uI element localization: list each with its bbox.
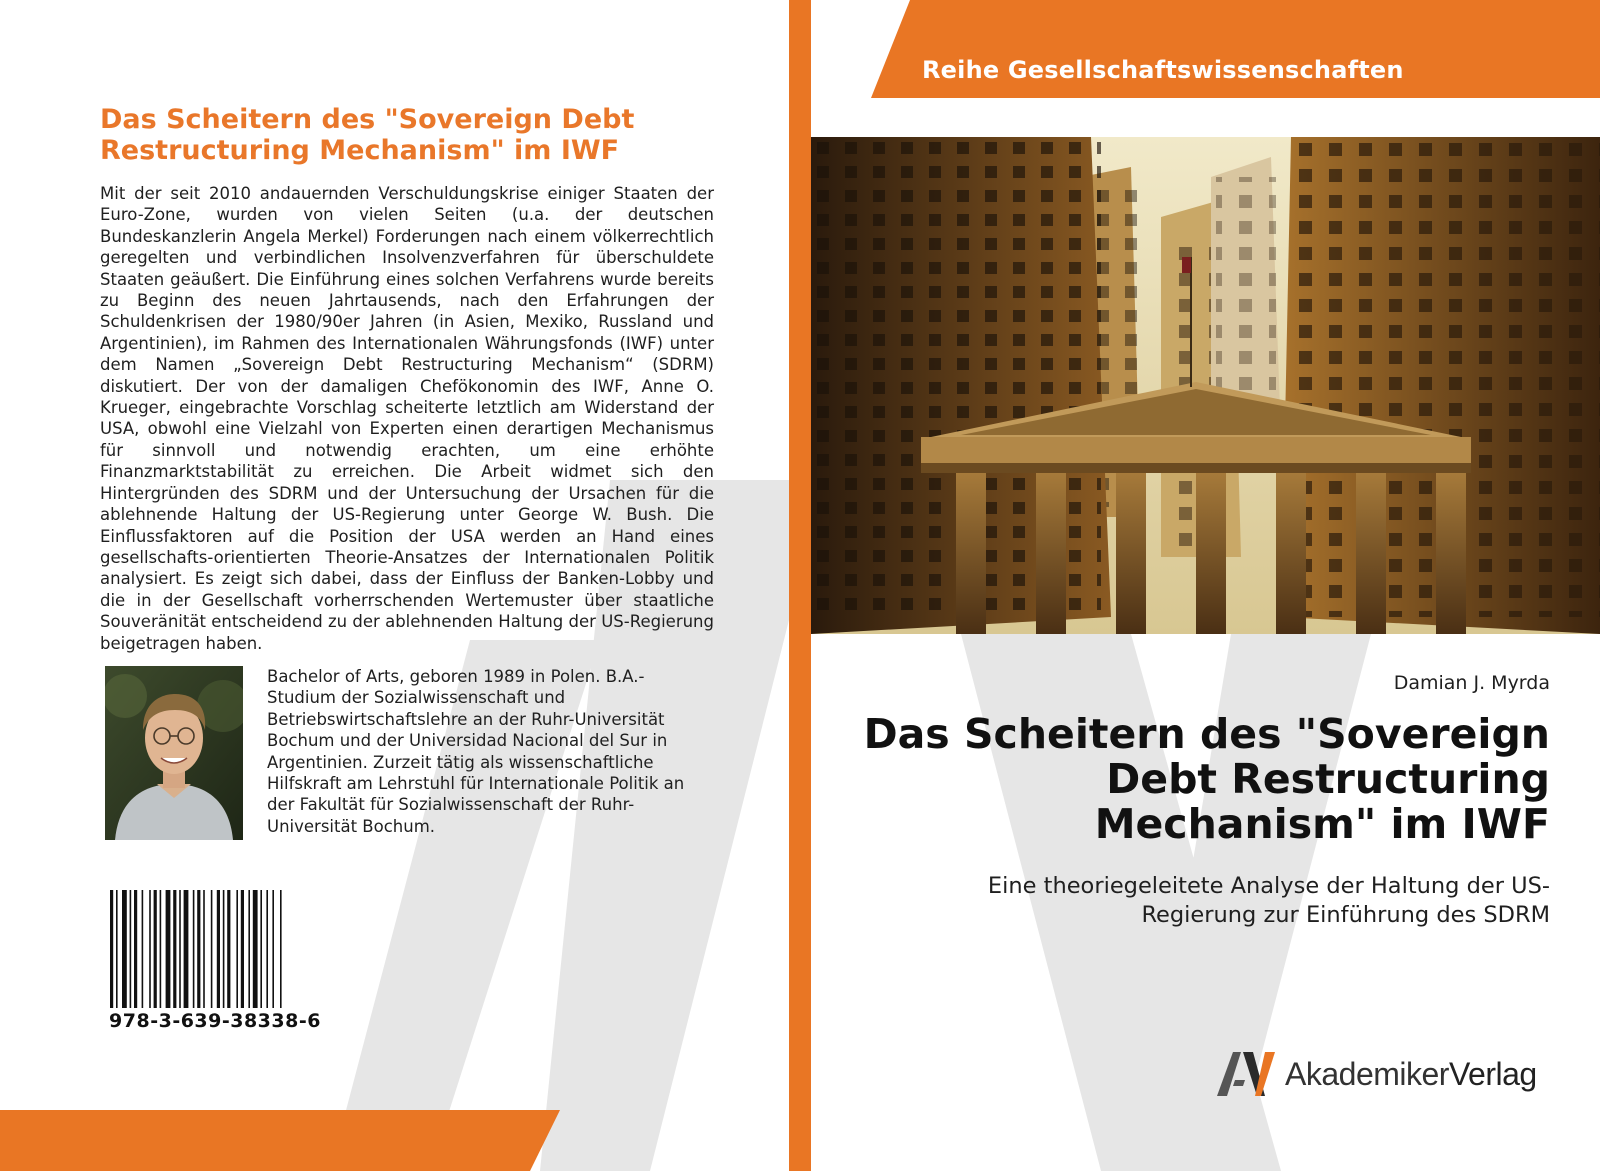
front-cover	[811, 0, 1600, 1171]
back-cover-title: Das Scheitern des "Sovereign Debt Restructuring Mechanism" im IWF	[100, 104, 635, 166]
publisher-name	[1285, 1056, 1537, 1093]
back-cover	[0, 0, 789, 1171]
front-cover-author: Damian J. Myrda	[1393, 672, 1550, 694]
isbn-number: 978-3-639-38338-6	[109, 1010, 321, 1032]
back-bottom-accent-bar	[0, 1110, 560, 1171]
publisher-name-part2: Verlag	[1448, 1056, 1537, 1092]
publisher-name-part1: Akademiker	[1285, 1056, 1449, 1092]
publisher-av-icon	[1217, 1052, 1281, 1096]
cover-photo-wall-street	[811, 137, 1600, 634]
series-label: Reihe Gesellschaftswissenschaften	[922, 56, 1404, 84]
isbn-barcode	[100, 878, 330, 1038]
back-cover-blurb: Mit der seit 2010 andauernden Verschuldungskrise einiger Staaten der Euro-Zone, wurden von vielen Seiten (u.a. der deutschen Bundeskanzlerin Angela Merkel) Forderungen nach einem völkerrechtlich geregelten und verbindlichen Insolvenzverfahren für überschuldete Staaten geäußert. Die Einführung eines solchen Verfahrens wurde bereits zu Beginn des neuen Jahrtausends, nach den Erfahrungen der Schuldenkrisen der 1980/90er Jahren (in Asien, Mexiko, Russland und Argentinien), im Rahmen des Internationalen Währungsfonds (IWF) unter dem Namen „Sovereign Debt Restructuring Mechanism“ (SDRM) diskutiert. Der von der damaligen Chefökonomin des IWF, Anne O. Krueger, eingebrachte Vorschlag scheiterte letztlich am Widerstand der USA, obwohl eine Vielzahl von Experten einen derartigen Mechanismus für sinnvoll und notwendig erachten, um eine erhöhte Finanzmarktstabilität zu erreichen. Die Arbeit widmet sich den Hintergründen des SDRM und der Untersuchung der Ursachen für die ablehnende Haltung der US-Regierung unter George W. Bush. Die Einflussfaktoren auf die Position der USA werden an Hand eines gesellschafts-orientierten Theorie-Ansatzes der Internationalen Politik analysiert. Es zeigt sich dabei, dass der Einfluss der Banken-Lobby und die in der Gesellschaft vorherrschenden Wertemuster über staatliche Souveränität entscheidend zu der ablehnenden Haltung der US-Regierung beigetragen haben.	[100, 184, 714, 653]
author-bio: Bachelor of Arts, geboren 1989 in Polen. B.A.-Studium der Sozialwissenschaft und Betriebswirtschaftslehre an der Ruhr-Universität Bochum und der Universidad Nacional del Sur in Argentinien. Zurzeit tätig als wissenschaftliche Hilfskraft am Lehrstuhl für Internationale Politik an der Fakultät für Sozialwissenschaft der Ruhr-Universität Bochum.	[267, 667, 685, 836]
author-photo	[105, 666, 243, 840]
barcode-bars	[110, 890, 322, 1008]
spine	[789, 0, 811, 1171]
publisher-logo	[1217, 1052, 1547, 1104]
front-cover-title: Das Scheitern des "Sovereign Debt Restructuring Mechanism" im IWF	[863, 710, 1550, 848]
front-cover-subtitle: Eine theoriegeleitete Analyse der Haltung der US-Regierung zur Einführung des SDRM	[987, 873, 1550, 928]
